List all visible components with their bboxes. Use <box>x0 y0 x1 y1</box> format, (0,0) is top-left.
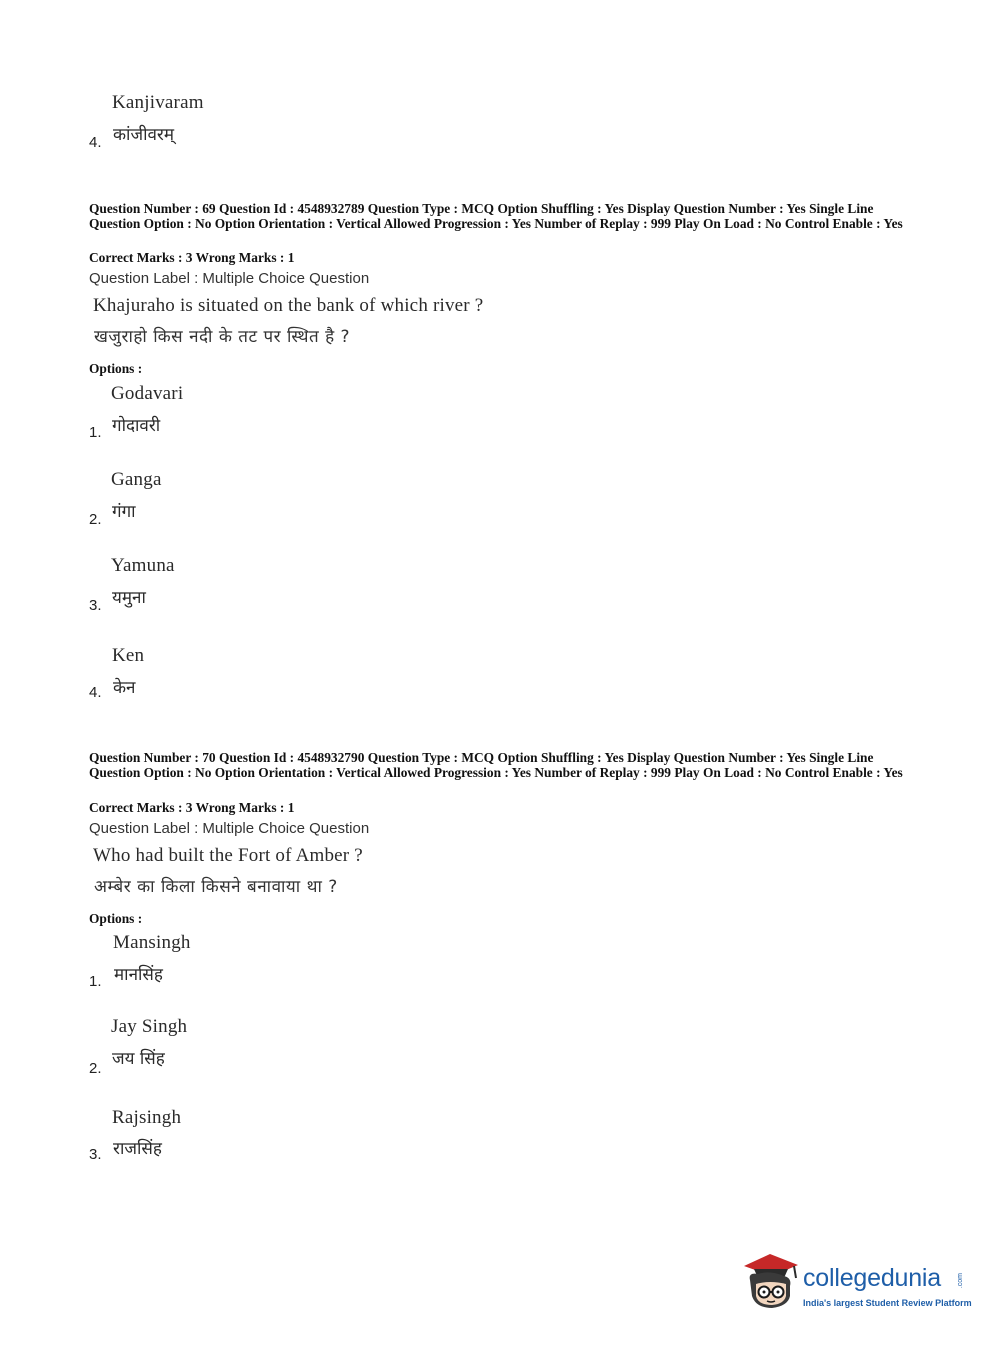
q70-option-3-number: 3. <box>89 1146 102 1163</box>
prev-option-4-english: Kanjivaram <box>112 92 204 113</box>
q69-option-2-english: Ganga <box>111 469 162 490</box>
q69-marks: Correct Marks : 3 Wrong Marks : 1 <box>89 250 295 265</box>
q69-option-3-hindi: यमुना <box>112 588 146 608</box>
q69-option-3-english: Yamuna <box>111 555 175 576</box>
collegedunia-mascot-icon <box>740 1250 802 1312</box>
q70-option-1-hindi: मानसिंह <box>114 965 163 985</box>
q70-marks: Correct Marks : 3 Wrong Marks : 1 <box>89 800 295 815</box>
q69-question-english: Khajuraho is situated on the bank of which river ? <box>93 295 484 316</box>
q69-option-2-number: 2. <box>89 511 102 528</box>
q70-question-label: Question Label : Multiple Choice Question <box>89 820 370 837</box>
q70-options-label: Options : <box>89 911 143 926</box>
collegedunia-tagline: India's largest Student Review Platform <box>803 1298 972 1308</box>
q70-question-english: Who had built the Fort of Amber ? <box>93 845 363 866</box>
q69-meta: Question Number : 69 Question Id : 4548932789 Question Type : MCQ Option Shuffling : Yes Display Question Number : Yes Single Line Question Option : No Option Orientation : Vertical Allowed Progression : Yes Number of Replay : 999 Play On Load : No Control Enable : Yes <box>89 201 903 231</box>
q70-question-hindi: अम्बेर का किला किसने बनावाया था ? <box>94 877 338 897</box>
q69-option-4-english: Ken <box>112 645 145 666</box>
q69-option-1-hindi: गोदावरी <box>112 416 161 436</box>
q70-option-1-number: 1. <box>89 973 102 990</box>
q69-options-label: Options : <box>89 361 143 376</box>
q70-option-2-number: 2. <box>89 1060 102 1077</box>
prev-option-4-hindi: कांजीवरम् <box>113 125 175 145</box>
prev-option-4-number: 4. <box>89 134 102 151</box>
q70-meta: Question Number : 70 Question Id : 4548932790 Question Type : MCQ Option Shuffling : Yes Display Question Number : Yes Single Line Question Option : No Option Orientation : Vertical Allowed Progression : Yes Number of Replay : 999 Play On Load : No Control Enable : Yes <box>89 750 903 780</box>
q69-option-1-english: Godavari <box>111 383 184 404</box>
q70-option-3-english: Rajsingh <box>112 1107 182 1128</box>
collegedunia-wordmark: collegedunia <box>803 1264 941 1292</box>
collegedunia-wordmark-suffix: .com <box>957 1273 964 1289</box>
q70-option-1-english: Mansingh <box>113 932 191 953</box>
q69-option-1-number: 1. <box>89 424 102 441</box>
q69-option-4-number: 4. <box>89 684 102 701</box>
q70-option-2-hindi: जय सिंह <box>112 1049 165 1069</box>
q69-option-3-number: 3. <box>89 597 102 614</box>
q70-option-2-english: Jay Singh <box>111 1016 188 1037</box>
q70-option-3-hindi: राजसिंह <box>113 1139 162 1159</box>
q69-option-2-hindi: गंगा <box>112 502 136 522</box>
q69-question-hindi: खजुराहो किस नदी के तट पर स्थित है ? <box>94 327 351 347</box>
q69-question-label: Question Label : Multiple Choice Question <box>89 270 370 287</box>
q69-option-4-hindi: केन <box>113 678 136 698</box>
